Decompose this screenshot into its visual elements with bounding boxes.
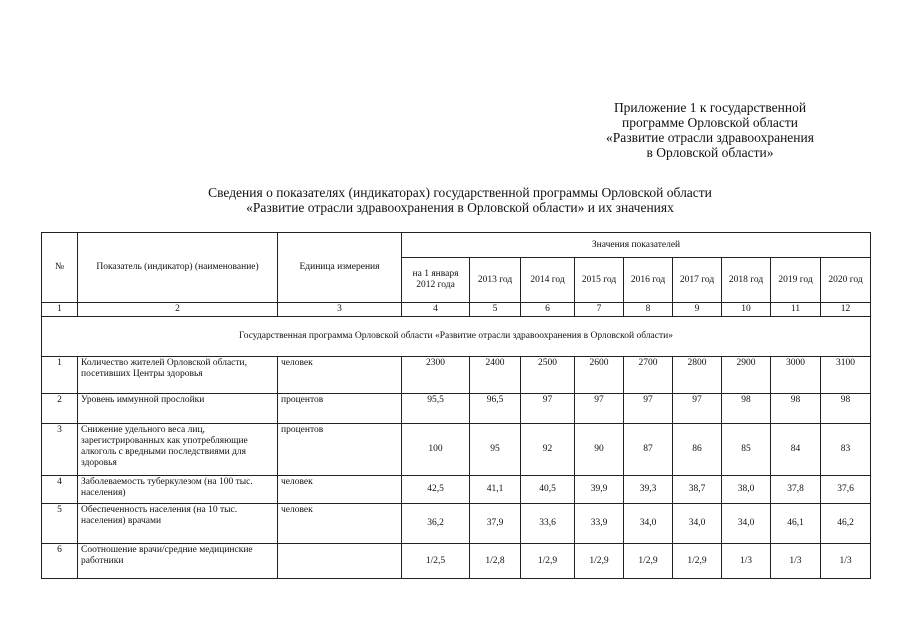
value-cell: 3000	[771, 357, 821, 394]
header-year: 2016 год	[624, 258, 673, 303]
column-number: 2	[78, 303, 278, 317]
row-number: 5	[42, 504, 78, 544]
column-number: 3	[278, 303, 402, 317]
value-cell: 38,7	[673, 476, 722, 504]
header-unit: Единица измерения	[278, 233, 402, 303]
column-number: 6	[521, 303, 575, 317]
indicator-name: Количество жителей Орловской области, посетивших Центры здоровья	[78, 357, 278, 394]
value-cell: 1/3	[771, 544, 821, 579]
value-cell: 90	[575, 424, 624, 476]
indicator-name: Заболеваемость туберкулезом (на 100 тыс. населения)	[78, 476, 278, 504]
table-row	[42, 394, 871, 424]
appendix-line: в Орловской области»	[646, 145, 774, 160]
value-cell: 34,0	[673, 504, 722, 544]
header-indicator: Показатель (индикатор) (наименование)	[78, 233, 278, 303]
value-cell: 36,2	[402, 504, 470, 544]
column-number: 1	[42, 303, 78, 317]
header-values-group: Значения показателей	[402, 233, 871, 258]
value-cell: 95,5	[402, 394, 470, 424]
value-cell: 2300	[402, 357, 470, 394]
value-cell: 1/2,5	[402, 544, 470, 579]
value-cell: 1/2,9	[575, 544, 624, 579]
row-number: 1	[42, 357, 78, 394]
table-row	[42, 544, 871, 579]
value-cell: 3100	[821, 357, 871, 394]
value-cell: 46,1	[771, 504, 821, 544]
value-cell: 97	[575, 394, 624, 424]
value-cell: 2800	[673, 357, 722, 394]
column-number: 7	[575, 303, 624, 317]
value-cell: 2600	[575, 357, 624, 394]
table-row	[42, 357, 871, 394]
value-cell: 33,9	[575, 504, 624, 544]
appendix-note	[560, 100, 860, 160]
row-number: 3	[42, 424, 78, 476]
appendix-line: «Развитие отрасли здравоохранения	[606, 130, 814, 145]
value-cell: 97	[624, 394, 673, 424]
table-row	[42, 424, 871, 476]
title-line: «Развитие отрасли здравоохранения в Орловской области» и их значениях	[246, 200, 674, 215]
value-cell: 85	[722, 424, 771, 476]
value-cell: 37,6	[821, 476, 871, 504]
value-cell: 40,5	[521, 476, 575, 504]
appendix-line: программе Орловской области	[622, 115, 798, 130]
table-row	[42, 476, 871, 504]
value-cell: 37,8	[771, 476, 821, 504]
value-cell: 37,9	[470, 504, 521, 544]
value-cell: 86	[673, 424, 722, 476]
value-cell: 39,9	[575, 476, 624, 504]
value-cell: 98	[722, 394, 771, 424]
table-row	[42, 504, 871, 544]
value-cell: 34,0	[624, 504, 673, 544]
value-cell: 83	[821, 424, 871, 476]
header-no: №	[42, 233, 78, 303]
value-cell: 97	[521, 394, 575, 424]
column-number: 5	[470, 303, 521, 317]
unit-cell: процентов	[278, 394, 402, 424]
unit-cell: человек	[278, 476, 402, 504]
value-cell: 1/2,9	[624, 544, 673, 579]
value-cell: 2700	[624, 357, 673, 394]
unit-cell	[278, 544, 402, 579]
indicators-table	[41, 232, 871, 579]
value-cell: 97	[673, 394, 722, 424]
program-title-row: Государственная программа Орловской области «Развитие отрасли здравоохранения в Орловской области»	[42, 317, 871, 357]
value-cell: 38,0	[722, 476, 771, 504]
row-number: 6	[42, 544, 78, 579]
value-cell: 84	[771, 424, 821, 476]
header-year: 2013 год	[470, 258, 521, 303]
value-cell: 46,2	[821, 504, 871, 544]
header-year: 2019 год	[771, 258, 821, 303]
header-year: 2020 год	[821, 258, 871, 303]
value-cell: 41,1	[470, 476, 521, 504]
value-cell: 1/2,9	[521, 544, 575, 579]
value-cell: 98	[821, 394, 871, 424]
indicator-name: Снижение удельного веса лиц, зарегистрированных как употребляющие алкоголь с вредными последствиями для здоровья	[78, 424, 278, 476]
value-cell: 1/3	[722, 544, 771, 579]
value-cell: 42,5	[402, 476, 470, 504]
column-number: 4	[402, 303, 470, 317]
header-year: 2015 год	[575, 258, 624, 303]
header-year: 2018 год	[722, 258, 771, 303]
value-cell: 96,5	[470, 394, 521, 424]
value-cell: 87	[624, 424, 673, 476]
value-cell: 98	[771, 394, 821, 424]
appendix-line: Приложение 1 к государственной	[613, 100, 807, 115]
value-cell: 92	[521, 424, 575, 476]
column-number: 10	[722, 303, 771, 317]
column-number: 9	[673, 303, 722, 317]
value-cell: 2500	[521, 357, 575, 394]
unit-cell: человек	[278, 504, 402, 544]
value-cell: 1/2,8	[470, 544, 521, 579]
column-number: 12	[821, 303, 871, 317]
value-cell: 1/3	[821, 544, 871, 579]
row-number: 4	[42, 476, 78, 504]
row-number: 2	[42, 394, 78, 424]
unit-cell: человек	[278, 357, 402, 394]
column-number: 11	[771, 303, 821, 317]
indicator-name: Обеспеченность населения (на 10 тыс. населения) врачами	[78, 504, 278, 544]
value-cell: 100	[402, 424, 470, 476]
value-cell: 2400	[470, 357, 521, 394]
header-year: 2014 год	[521, 258, 575, 303]
indicator-name: Уровень иммунной прослойки	[78, 394, 278, 424]
value-cell: 95	[470, 424, 521, 476]
header-year: 2017 год	[673, 258, 722, 303]
value-cell: 39,3	[624, 476, 673, 504]
value-cell: 34,0	[722, 504, 771, 544]
value-cell: 2900	[722, 357, 771, 394]
indicator-name: Соотношение врачи/средние медицинские работники	[78, 544, 278, 579]
title-line: Сведения о показателях (индикаторах) государственной программы Орловской области	[208, 185, 712, 200]
column-number: 8	[624, 303, 673, 317]
unit-cell: процентов	[278, 424, 402, 476]
value-cell: 1/2,9	[673, 544, 722, 579]
value-cell: 33,6	[521, 504, 575, 544]
header-year: на 1 января 2012 года	[402, 258, 470, 303]
document-title	[60, 185, 860, 215]
